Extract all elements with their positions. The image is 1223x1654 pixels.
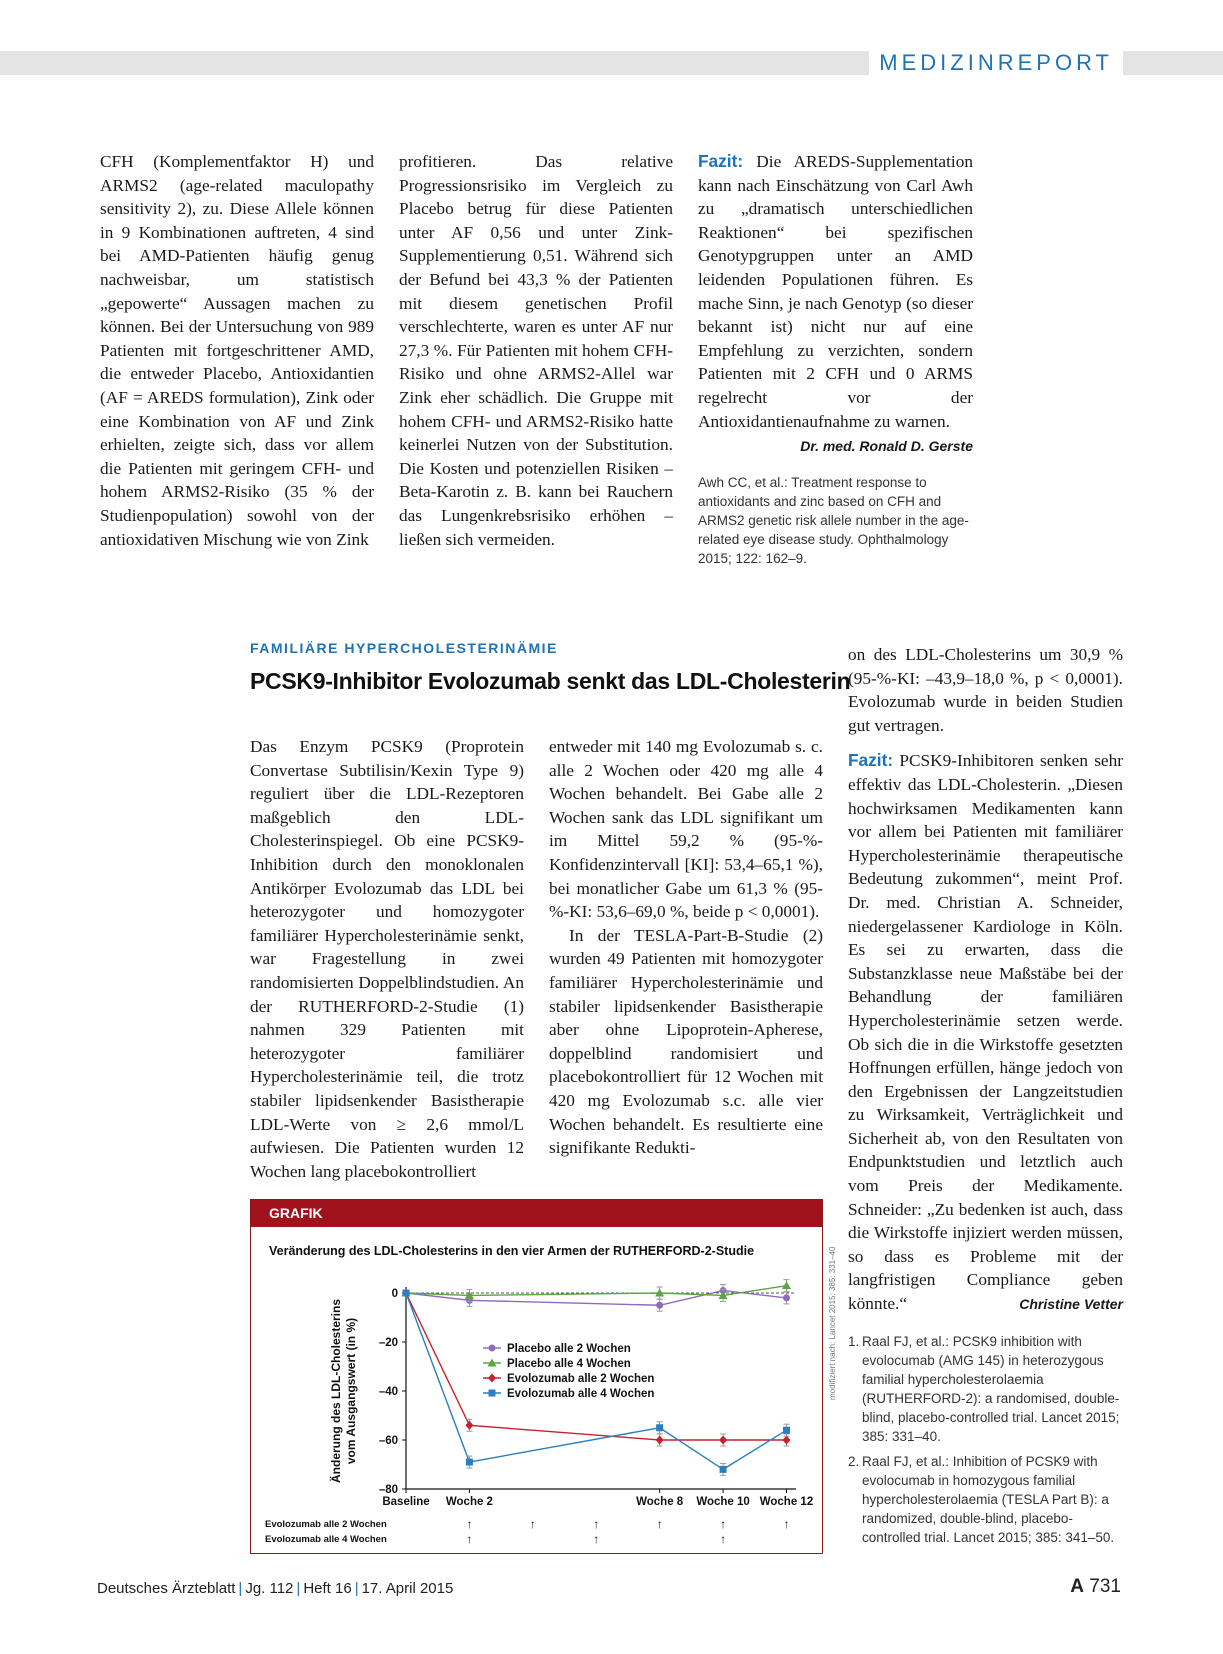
legend-entry: Placebo alle 4 Wochen xyxy=(507,1358,631,1370)
footer-issue: Heft 16 xyxy=(303,1580,352,1597)
y-tick-label: –60 xyxy=(378,1435,398,1447)
dosing-arrow-icon: ↑ xyxy=(783,1517,790,1531)
article-col3 xyxy=(848,643,1123,1553)
y-axis-label: Änderung des LDL-Cholesterinsvom Ausgangswert (in %) xyxy=(329,1298,358,1484)
article-col2-p2: In der TESLA-Part-B-Studie (2) wurden 49 Patienten mit homozygoter familiärer Hypercholesterinämie und stabiler lipidsenkender Basistherapie aber ohne Lipoprotein-Apherese, doppelblind randomisiert und placebokontrolliert für 12 Wochen mit 420 mg Evolozumab s.c. alle vier Wochen behandelt. Es resultierte eine signifikante Redukti- xyxy=(549,925,823,1158)
x-tick-label: Woche 8 xyxy=(636,1496,684,1508)
dosing-arrow-icon: ↑ xyxy=(720,1532,727,1546)
legend-marker xyxy=(488,1374,496,1383)
dosing-arrow-icon: ↑ xyxy=(466,1517,473,1531)
reference-list xyxy=(848,1332,1123,1547)
data-point xyxy=(719,1436,727,1445)
article-fazit-label: Fazit: xyxy=(848,750,894,771)
data-point xyxy=(465,1421,473,1430)
x-tick-label: Woche 12 xyxy=(759,1496,814,1508)
top-author: Dr. med. Ronald D. Gerste xyxy=(800,438,973,455)
article-headline: PCSK9-Inhibitor Evolozumab senkt das LDL-Cholesterin xyxy=(250,668,851,694)
top-fazit-paragraph xyxy=(698,150,973,433)
article-col2 xyxy=(549,735,823,1160)
article-col1-text: Das Enzym PCSK9 (Proprotein Convertase Subtilisin/Kexin Type 9) reguliert über die LDL-Rezeptoren maßgeblich den LDL-Cholesterinspiegel. Ob eine PCSK9-Inhibition durch den monoklonalen Antikörper Evolozumab das LDL bei heterozygoter und homozygoter familiärer Hypercholesterinämie senkt, war Fragestellung in zwei randomisierten Doppelblindstudien. An der RUTHERFORD-2-Studie (1) nahmen 329 Patienten mit heterozygoter familiärer Hypercholesterinämie teil, die trotz stabiler lipidsenkender Basistherapie LDL-Werte von ≥ 2,6 mmol/L aufwiesen. Die Patienten wurden 12 Wochen lang placebokontrolliert xyxy=(250,737,524,1181)
dosing-row-label: Evolozumab alle 2 Wochen xyxy=(265,1519,387,1530)
top-col2-text: profitieren. Das relative Progressionsrisiko im Vergleich zu Placebo betrug für diese Patienten unter AF 0,56 und unter Zink-Supplementierung 0,51. Während sich der Befund bei 43,3 % der Patienten mit diesem genetischen Profil verschlechterte, waren es unter AF nur 27,3 %. Für Patienten mit hohem CFH-Risiko und ohne ARMS2-Allel war Zink eher schädlich. Die Gruppe mit hohem CFH- und ARMS2-Risiko hatte keinerlei Nutzen von der Substitution. Die Kosten und potenziellen Risiken – Beta-Karotin z. B. kann bei Rauchern das Lungenkrebsrisiko erhöhen – ließen sich vermeiden. xyxy=(399,152,673,549)
footer-date: 17. April 2015 xyxy=(361,1580,454,1597)
top-article-col1 xyxy=(100,150,374,551)
x-tick-label: Baseline xyxy=(382,1496,430,1508)
ldl-chart xyxy=(251,1227,822,1553)
page-prefix: A xyxy=(1070,1576,1085,1597)
legend-marker xyxy=(489,1345,496,1352)
dosing-row-label: Evolozumab alle 4 Wochen xyxy=(265,1534,387,1545)
footer-journal: Deutsches Ärzteblatt xyxy=(97,1580,236,1597)
data-point xyxy=(466,1459,473,1466)
legend-entry: Placebo alle 2 Wochen xyxy=(507,1343,631,1355)
dosing-arrow-icon: ↑ xyxy=(529,1517,536,1531)
figure-source-note: modifiziert nach: Lancet 2015; 385: 331–40 xyxy=(828,1246,837,1400)
figure-label: GRAFIK xyxy=(251,1200,822,1227)
page-number: 731 xyxy=(1089,1576,1121,1597)
dosing-arrow-icon: ↑ xyxy=(466,1532,473,1546)
figure-box xyxy=(250,1199,823,1554)
legend-marker xyxy=(489,1390,496,1397)
data-point xyxy=(783,1427,790,1434)
data-point xyxy=(783,1294,790,1301)
footer-journal-info: Deutsches Ärzteblatt | Jg. 112 | Heft 16 | 17. April 2015 xyxy=(97,1580,454,1597)
reference-item: 1. Raal FJ, et al.: PCSK9 inhibition with evolocumab (AMG 145) in heterozygous familial hypercholesterolaemia (RUTHERFORD-2): a randomised, double-blind, placebo-controlled trial. Lancet 2015; 385: 331–40. xyxy=(848,1334,1120,1445)
y-tick-label: –80 xyxy=(378,1484,398,1496)
top-reference: Awh CC, et al.: Treatment response to antioxidants and zinc based on CFH and ARMS2 genetic risk allele number in the age-related eye disease study. Ophthalmology 2015; 122: 162–9. xyxy=(698,474,969,566)
article-col2-p1: entweder mit 140 mg Evolozumab s. c. alle 2 Wochen oder 420 mg alle 4 Wochen behandelt. Bei Gabe alle 2 Wochen sank das LDL signifikant um im Mittel 59,2 % (95-%-Konfidenzintervall [KI]: 53,4–65,1 %), bei monatlicher Gabe um 61,3 % (95-%-KI: 53,6–69,0 %, beide p < 0,0001). xyxy=(549,737,823,922)
x-tick-label: Woche 2 xyxy=(445,1496,493,1508)
top-fazit-text: Die AREDS-Supplementation kann nach Einschätzung von Carl Awh zu „dramatisch unterschiedlichen Reaktionen“ bei spezifischen Genotypgruppen unter an AMD leidenden Populationen führen. Es mache Sinn, je nach Genotyp (so dieser bekannt ist) nicht nur auf eine Empfehlung zu verzichten, sondern Patienten mit 2 CFH und 0 ARMS regelrecht vor der Antioxidantienaufnahme zu warnen. xyxy=(698,152,973,431)
dosing-arrow-icon: ↑ xyxy=(593,1517,600,1531)
footer-page xyxy=(1070,1576,1121,1598)
legend-entry: Evolozumab alle 2 Wochen xyxy=(507,1373,655,1385)
article-col3-p1: on des LDL-Cholesterins um 30,9 % (95-%-KI: –43,9–18,0 %, p < 0,0001). Evolozumab wurde in beiden Studien gut vertragen. xyxy=(848,645,1123,735)
article-fazit-paragraph xyxy=(848,749,1123,1315)
y-tick-label: 0 xyxy=(391,1288,398,1300)
top-article-col3 xyxy=(698,150,973,568)
dosing-arrow-icon: ↑ xyxy=(720,1517,727,1531)
dosing-arrow-icon: ↑ xyxy=(593,1532,600,1546)
data-point xyxy=(782,1281,791,1289)
top-col1-text: CFH (Komplementfaktor H) und ARMS2 (age-related maculopathy sensitivity 2), zu. Diese Allele können in 9 Kombinationen auftreten, 4 sind bei AMD-Patienten häufig genug nachweisbar, um statistisch „gepowerte“ Aussagen machen zu können. Bei der Untersuchung von 989 Patienten mit fortgeschrittener AMD, die entweder Placebo, Antioxidantien (AF = AREDS formulation), Zink oder eine Kombination von AF und Zink erhielten, zeigte sich, dass vor allem die Patienten mit geringem CFH- und hohem ARMS2-Risiko (35 % der Studienpopulation) sowohl von der antioxidativen Mischung wie von Zink xyxy=(100,152,374,549)
data-point xyxy=(656,1302,663,1309)
reference-item: 2. Raal FJ, et al.: Inhibition of PCSK9 with evolocumab in homozygous familial hypercholesterolaemia (TESLA Part B): a randomized, double-blind, placebo-controlled trial. Lancet 2015; 385: 341–50. xyxy=(848,1454,1115,1546)
article-author: Christine Vetter xyxy=(1019,1295,1123,1312)
legend-entry: Evolozumab alle 4 Wochen xyxy=(507,1388,655,1400)
data-point xyxy=(656,1424,663,1431)
series-line xyxy=(406,1286,786,1296)
footer-volume: Jg. 112 xyxy=(245,1580,294,1597)
top-fazit-label: Fazit: xyxy=(698,151,744,171)
data-point xyxy=(656,1436,664,1445)
top-article-col2 xyxy=(399,150,673,551)
chart-title: Veränderung des LDL-Cholesterins in den vier Armen der RUTHERFORD-2-Studie xyxy=(269,1244,755,1258)
data-point xyxy=(720,1466,727,1473)
article-fazit-text: PCSK9-Inhibitoren senken sehr effektiv das LDL-Cholesterin. „Diesen hochwirksamen Medikamenten kann vor allem bei Patienten mit familiärer Hypercholesterinämie therapeutische Bedeutung zukommen“, meint Prof. Dr. med. Christian A. Schneider, niedergelassener Kardiologe in Köln. Es sei zu erwarten, dass die Substanzklasse neue Maßstäbe bei der Behandlung der familiären Hypercholesterinämie setzen werde. Ob sich die in die Wirkstoffe gesetzten Hoffnungen erfüllen, hänge jedoch von den Ergebnissen der Langzeitstudien zu Wirksamkeit, Verträglichkeit und Sicherheit ab, von den Resultaten von Endpunktstudien und letztlich auch vom Preis der Medikamente. Schneider: „Zu bedenken ist auch, dass die Wirkstoffe injiziert werden müssen, so dass es Probleme mit der langfristigen Compliance geben könnte.“ xyxy=(848,751,1123,1314)
dosing-arrow-icon: ↑ xyxy=(656,1517,663,1531)
data-point xyxy=(403,1290,410,1297)
section-title: MEDIZINREPORT xyxy=(869,48,1123,78)
article-col1 xyxy=(250,735,524,1183)
x-tick-label: Woche 10 xyxy=(696,1496,750,1508)
y-tick-label: –20 xyxy=(378,1337,398,1349)
article-kicker: FAMILIÄRE HYPERCHOLESTERINÄMIE xyxy=(250,640,558,656)
data-point xyxy=(782,1436,790,1445)
y-tick-label: –40 xyxy=(378,1386,398,1398)
